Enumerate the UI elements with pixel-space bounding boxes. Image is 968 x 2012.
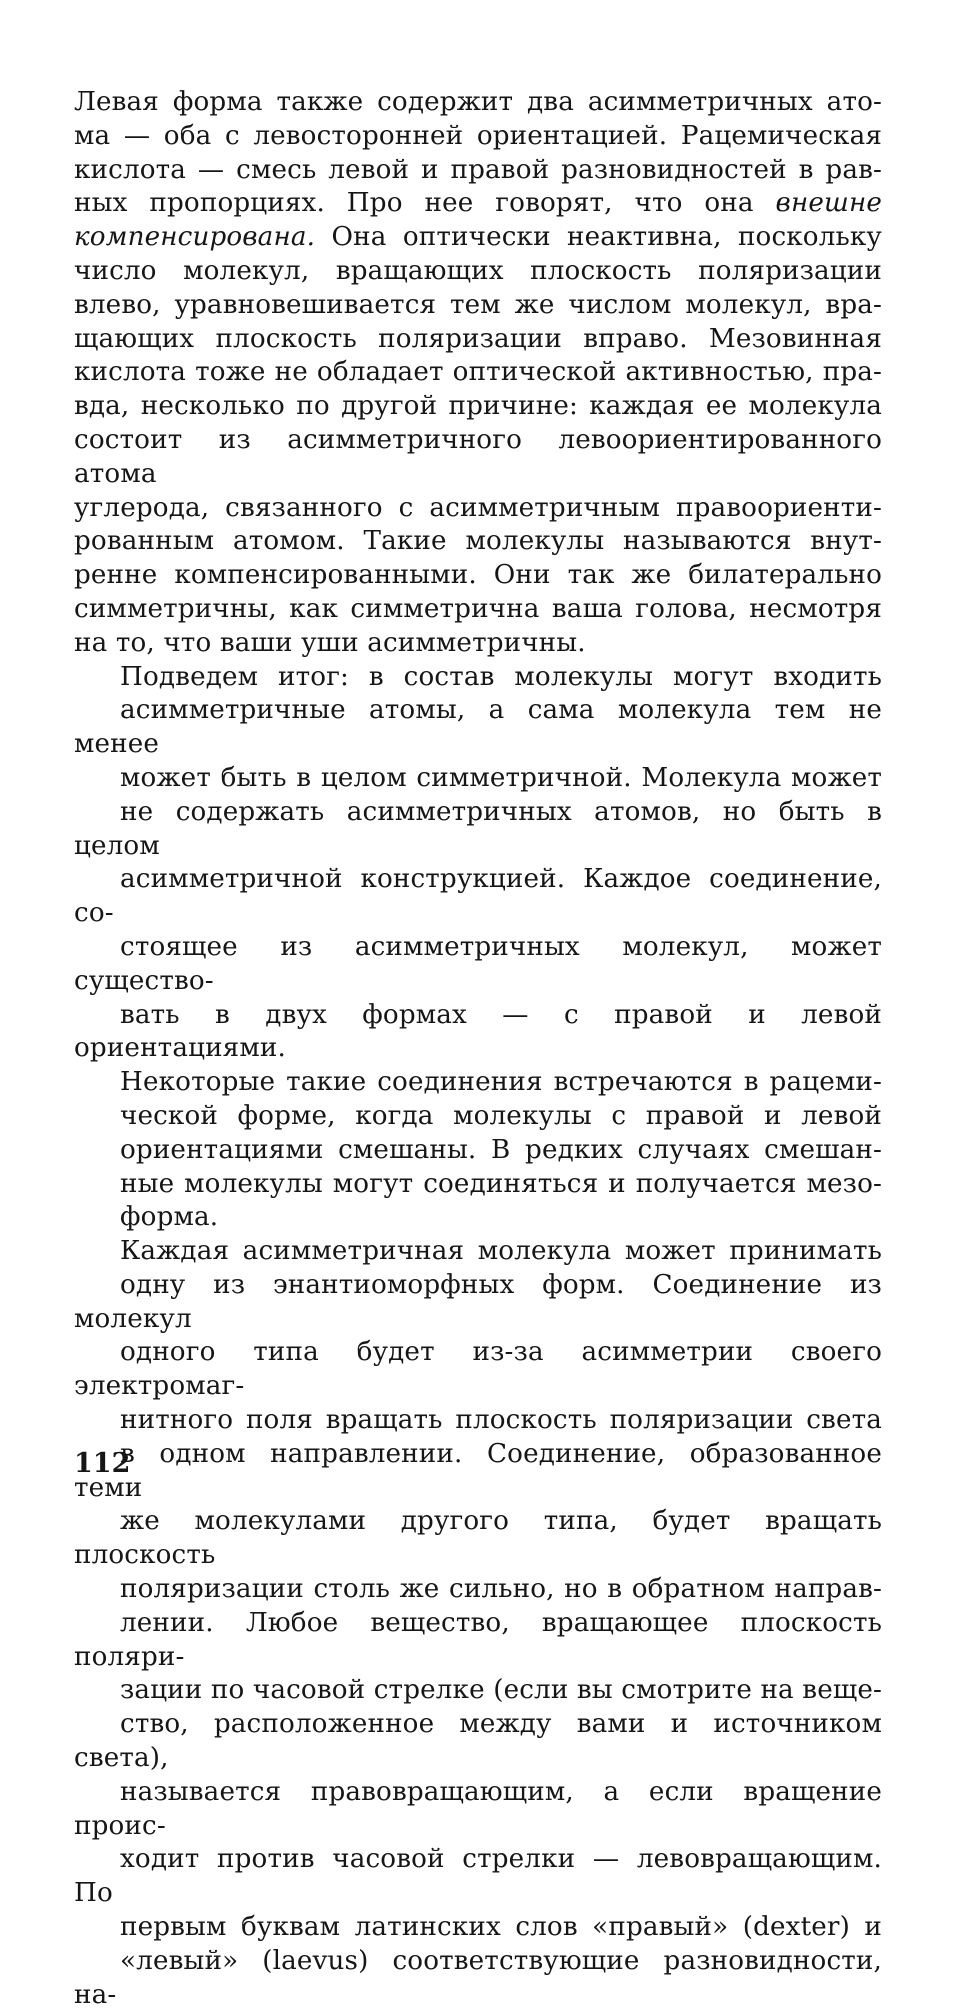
text-line: ренне компенсированными. Они так же билатерально [74,560,882,591]
text-line: ходит против часовой стрелки — левовращающим. По [74,1844,882,1909]
text-line: вать в двух формах — с правой и левой ориентациями. [74,999,882,1064]
text-line: «левый» (laevus) соответствующие разновидности, на- [74,1945,882,2010]
text-line: ные молекулы могут соединяться и получается мезо- [120,1168,882,1199]
page-number: 112 [74,1448,131,1479]
text-line: ма — оба с левосторонней ориентацией. Рацемическая [74,120,882,151]
text-line: в одном направлении. Соединение, образованное теми [74,1438,882,1503]
text-line: асимметричной конструкцией. Каждое соединение, со- [74,864,882,929]
text-line: число молекул, вращающих плоскость поляризации [74,255,882,286]
text-line [74,221,882,255]
text-line: ориентациями смешаны. В редких случаях смешан- [120,1134,882,1165]
text-line: рованным атомом. Такие молекулы называются внут- [74,526,882,557]
text-line: вда, несколько по другой причине: каждая ее молекула [74,391,882,422]
italic-term: внешне [775,188,882,219]
text-line: может быть в целом симметричной. Молекула может [120,762,882,793]
text-line: Некоторые такие соединения встречаются в рацеми- [120,1067,882,1098]
text-segment: ных пропорциях. Про нее говорят, что она [74,188,776,219]
text-line: углерода, связанного с асимметричным правоориенти- [74,492,882,523]
text-line: Левая форма также содержит два асимметричных ато- [74,87,882,117]
text-line: стоящее из асимметричных молекул, может существо- [74,931,882,996]
text-line: состоит из асимметричного левоориентированного атома [74,424,882,489]
text-line: форма. [120,1202,219,1233]
text-line: влево, уравновешивается тем же числом молекул, вра- [74,289,882,320]
text-line: же молекулами другого типа, будет вращать плоскость [74,1506,882,1571]
text-line: поляризации столь же сильно, но в обратном направ- [120,1574,882,1605]
text-line [74,187,882,221]
paragraph-2 [74,661,882,1236]
text-line: симметричны, как симметрична ваша голова, несмотря [74,593,882,624]
text-line: называется правовращающим, а если вращение проис- [74,1776,882,1841]
text-line: кислота тоже не обладает оптической активностью, пра- [74,357,882,388]
text-line: Подведем итог: в состав молекулы могут входить [120,661,882,692]
body-text [74,86,882,2012]
text-line: первым буквам латинских слов «правый» (dexter) и [120,1912,882,1943]
text-line: одного типа будет из-за асимметрии своего электромаг- [74,1337,882,1402]
text-line: лении. Любое вещество, вращающее плоскость поляри- [74,1607,882,1672]
text-line: щающих плоскость поляризации вправо. Мезовинная [74,323,882,354]
paragraph-3 [74,1235,882,2012]
text-line: Каждая асимметричная молекула может принимать [120,1236,882,1267]
paragraph-1 [74,86,882,661]
text-line: кислота — смесь левой и правой разновидностей в рав- [74,154,882,185]
italic-term: компенсирована. [74,222,316,253]
text-segment: Она оптически неактивна, поскольку [315,222,882,253]
text-line: ство, расположенное между вами и источником света), [74,1709,882,1774]
text-line: зации по часовой стрелке (если вы смотрите на веще- [120,1675,882,1706]
text-line: одну из энантиоморфных форм. Соединение из молекул [74,1269,882,1334]
text-line: ческой форме, когда молекулы с правой и левой [120,1100,882,1131]
text-line: нитного поля вращать плоскость поляризации света [120,1405,882,1436]
text-line: на то, что ваши уши асимметричны. [74,627,586,658]
text-line: асимметричные атомы, а сама молекула тем не менее [74,695,882,760]
text-line: не содержать асимметричных атомов, но быть в целом [74,796,882,861]
